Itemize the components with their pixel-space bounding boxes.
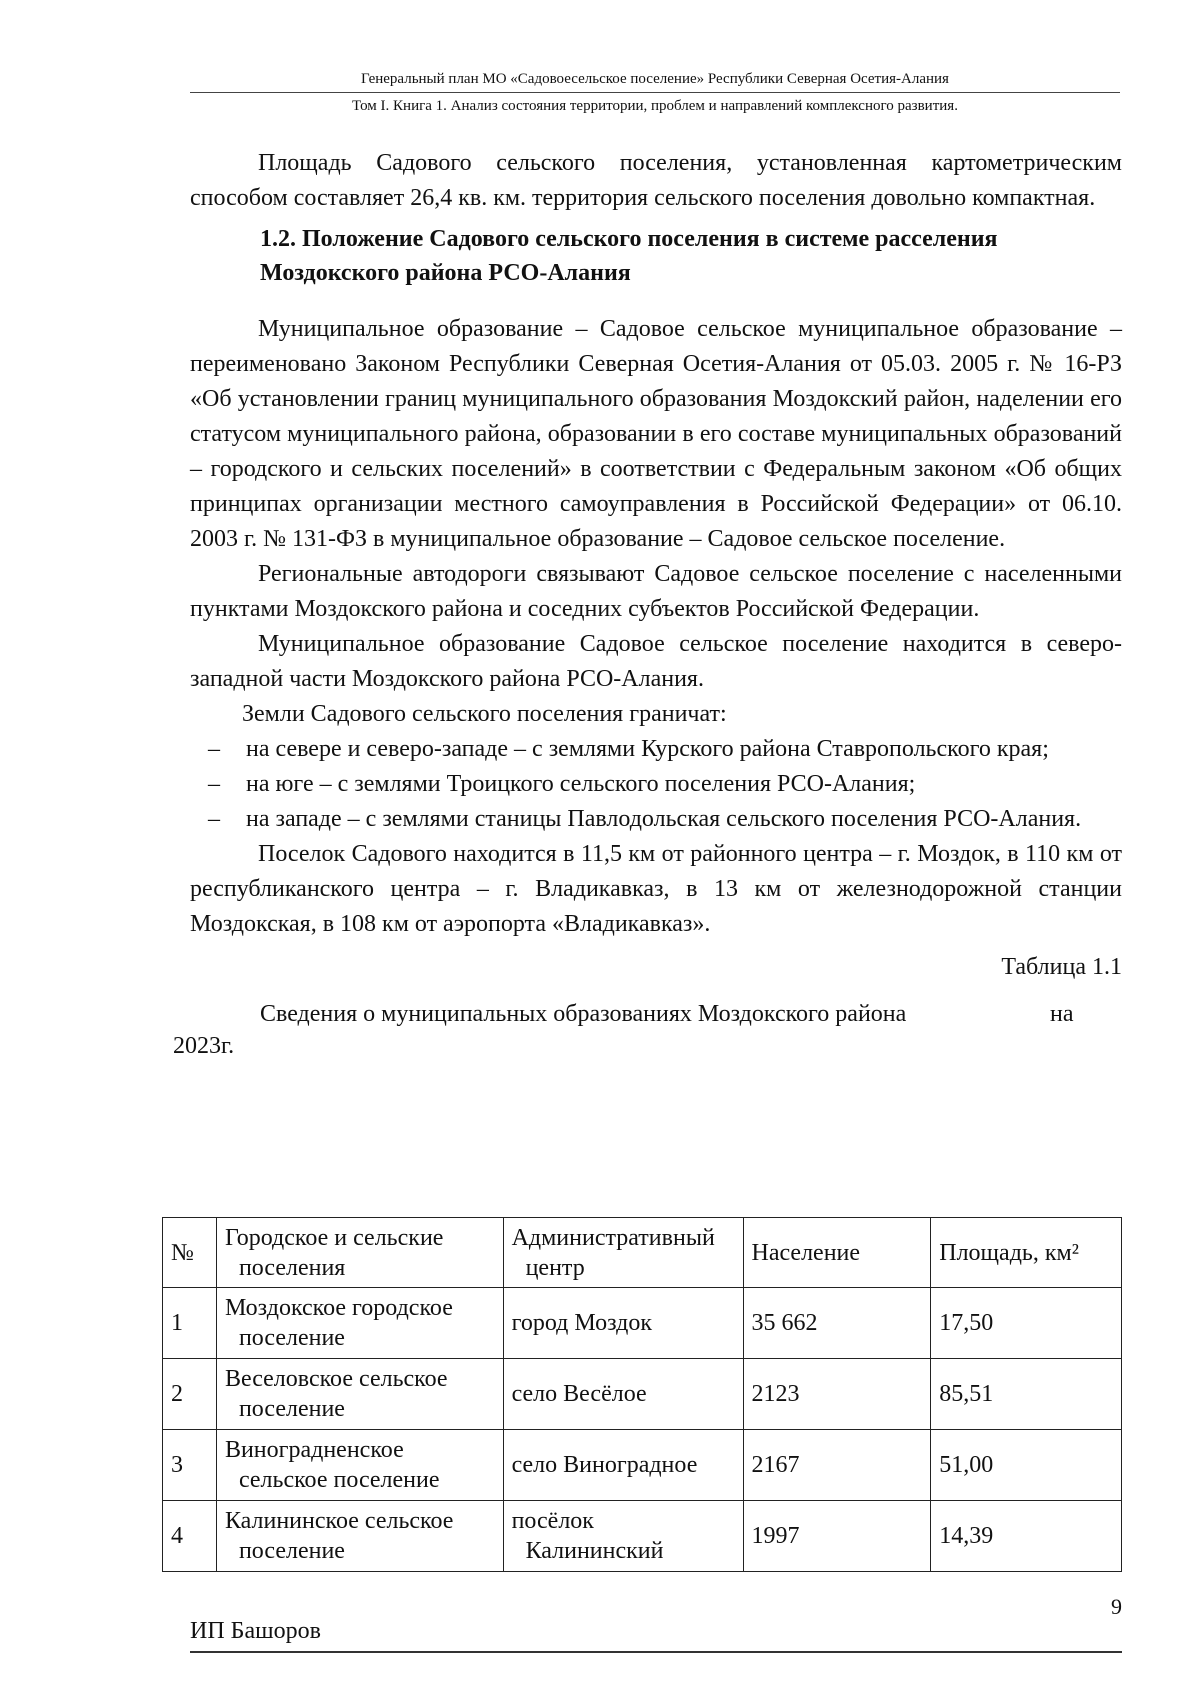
table-caption [173, 997, 1122, 1067]
list-item-text: на севере и северо-западе – с землями Курского района Ставропольского края; [246, 736, 1049, 762]
header-subtitle: Том I. Книга 1. Анализ состояния территории, проблем и направлений комплексного развития. [352, 98, 958, 114]
table-cell: 4 [163, 1501, 217, 1572]
table-caption-year: 2023г. [173, 1033, 235, 1059]
table-cell: Веселовское сельское поселение [216, 1359, 503, 1430]
list-item [190, 767, 1122, 802]
table-cell: село Весёлое [503, 1359, 743, 1430]
table-row [163, 1501, 1122, 1572]
column-header: Площадь, км² [931, 1218, 1122, 1288]
table-caption-on: на [1050, 1001, 1074, 1027]
table-cell: 1 [163, 1288, 217, 1359]
table-row [163, 1288, 1122, 1359]
table-cell: 85,51 [931, 1359, 1122, 1430]
paragraph-distances: Поселок Садового находится в 11,5 км от районного центра – г. Моздок, в 110 км от республиканского центра – г. Владикавказ, в 13 км от железнодорожной станции Моздокская, в 108 км от аэропорта «Владикавказ». [190, 841, 1122, 937]
column-header: № [163, 1218, 217, 1288]
paragraph-municipality: Муниципальное образование – Садовое сельское муниципальное образование – переименовано Законом Республики Северная Осетия-Алания от 05.03. 2005 г. № 16-РЗ «Об установлении границ муниципального образования Моздокский район, наделении его статусом муниципального района, образовании в его составе муниципальных образований – городского и сельских поселений» в соответствии с Федеральным законом «Об общих принципах организации местного самоуправления в Российской Федерации» от 06.10. 2003 г. № 131-ФЗ в муниципальное образование – Садовое сельское поселение. [190, 316, 1122, 552]
dash-marker: – [208, 806, 220, 832]
table-cell: Моздокское городское поселение [216, 1288, 503, 1359]
table-cell: 2123 [743, 1359, 931, 1430]
table-cell: 2 [163, 1359, 217, 1430]
table-cell: 2167 [743, 1430, 931, 1501]
table-cell: 17,50 [931, 1288, 1122, 1359]
paragraph-location: Муниципальное образование Садовое сельское поселение находится в северо-западной части Моздокского района РСО-Алания. [190, 631, 1122, 692]
column-header: Население [743, 1218, 931, 1288]
table-number: Таблица 1.1 [1001, 954, 1122, 980]
main-content [173, 146, 1122, 1067]
list-item [190, 732, 1122, 767]
list-item [190, 802, 1122, 837]
table-cell: 1997 [743, 1501, 931, 1572]
table-cell: Виноградненское сельское поселение [216, 1430, 503, 1501]
table-cell: село Виноградное [503, 1430, 743, 1501]
borders-list [190, 732, 1122, 837]
table-cell: 14,39 [931, 1501, 1122, 1572]
section-heading: 1.2. Положение Садового сельского поселения в системе расселения Моздокского района РСО-Алания [260, 226, 998, 286]
table-cell: Калининское сельское поселение [216, 1501, 503, 1572]
footer-author: ИП Башоров [190, 1618, 1122, 1653]
table-cell: посёлок Калининский [503, 1501, 743, 1572]
municipalities-table [162, 1217, 1122, 1572]
table-cell: 3 [163, 1430, 217, 1501]
page-header [190, 70, 1120, 116]
table-cell: 51,00 [931, 1430, 1122, 1501]
list-item-text: на юге – с землями Троицкого сельского поселения РСО-Алания; [246, 771, 916, 797]
page-number: 9 [1111, 1594, 1122, 1619]
dash-marker: – [208, 771, 220, 797]
header-title: Генеральный план МО «Садовоесельское поселение» Республики Северная Осетия-Алания [190, 70, 1120, 93]
table-caption-main: Сведения о муниципальных образованиях Моздокского района [260, 1001, 907, 1027]
paragraph-borders-intro: Земли Садового сельского поселения граничат: [242, 701, 727, 727]
column-header: Административный центр [503, 1218, 743, 1288]
paragraph-area: Площадь Садового сельского поселения, установленная картометрическим способом составляет 26,4 кв. км. территория сельского поселения довольно компактная. [190, 150, 1122, 211]
table-cell: город Моздок [503, 1288, 743, 1359]
paragraph-roads: Региональные автодороги связывают Садовое сельское поселение с населенными пунктами Моздокского района и соседних субъектов Российской Федерации. [190, 561, 1122, 622]
dash-marker: – [208, 736, 220, 762]
table-cell: 35 662 [743, 1288, 931, 1359]
table-header-row [163, 1218, 1122, 1288]
table-row [163, 1359, 1122, 1430]
list-item-text: на западе – с землями станицы Павлодольская сельского поселения РСО-Алания. [246, 806, 1082, 832]
table-row [163, 1430, 1122, 1501]
column-header: Городское и сельские поселения [216, 1218, 503, 1288]
